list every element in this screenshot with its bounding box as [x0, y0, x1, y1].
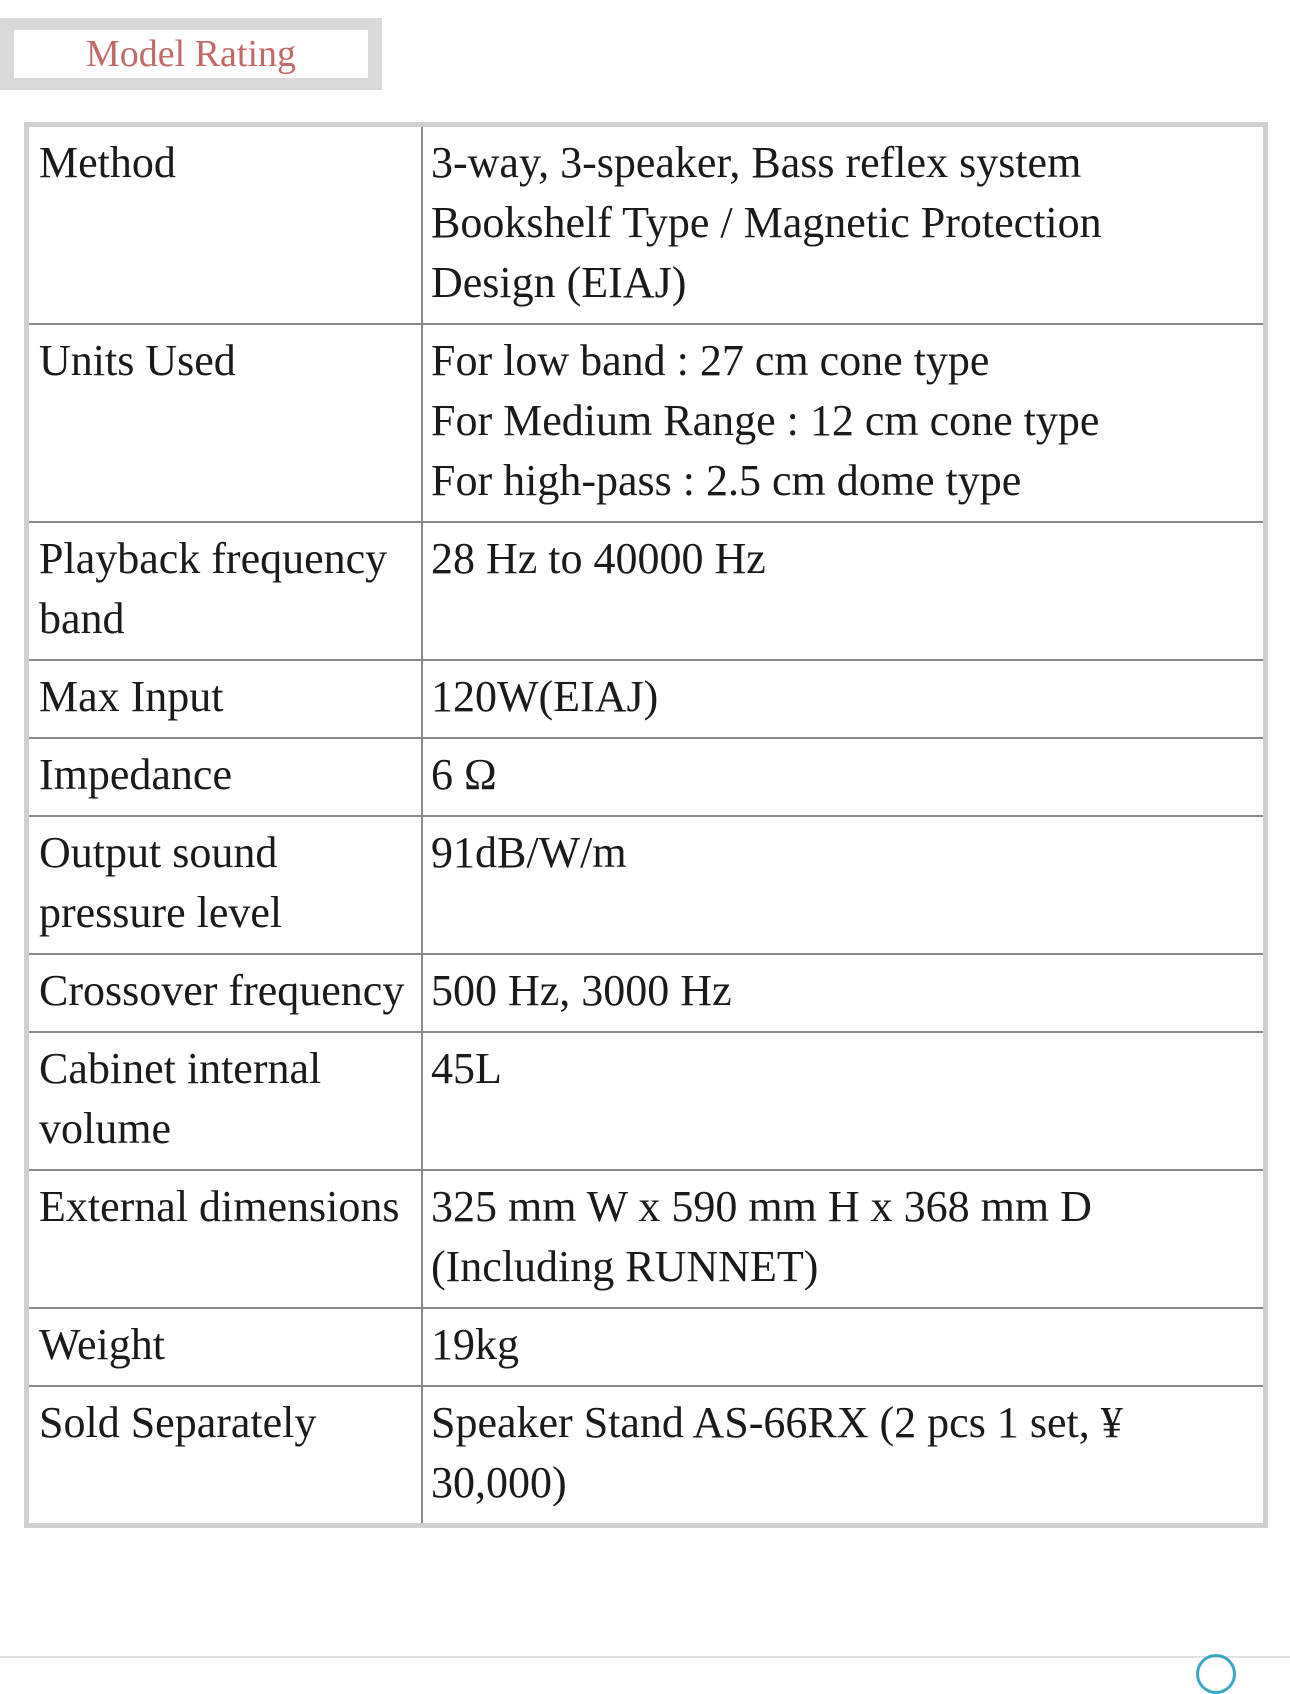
- table-row: [29, 1386, 1263, 1523]
- spec-value: [422, 954, 1263, 1032]
- spec-value: [422, 1308, 1263, 1386]
- spec-label: Max Input: [29, 660, 422, 738]
- spec-table-frame: [24, 122, 1268, 1528]
- spec-value-line: For high-pass : 2.5 cm dome type: [431, 456, 1022, 505]
- table-row: [29, 522, 1263, 660]
- spec-value-line: 30,000): [431, 1458, 567, 1507]
- spec-value: [422, 1032, 1263, 1170]
- table-row: [29, 1032, 1263, 1170]
- table-row: [29, 816, 1263, 954]
- table-row: [29, 1308, 1263, 1386]
- spec-value-line: Bookshelf Type / Magnetic Protection: [431, 198, 1102, 247]
- spec-label: Crossover frequency: [29, 954, 422, 1032]
- spec-label: Sold Separately: [29, 1386, 422, 1523]
- spec-label: Output sound pressure level: [29, 816, 422, 954]
- spec-value-line: 45L: [431, 1044, 502, 1093]
- spec-value-line: For Medium Range : 12 cm cone type: [431, 396, 1100, 445]
- spec-label: External dimensions: [29, 1170, 422, 1308]
- spec-label: Cabinet internal volume: [29, 1032, 422, 1170]
- spec-label: Units Used: [29, 324, 422, 522]
- spec-value-line: 19kg: [431, 1320, 519, 1369]
- spec-value-line: 120W(EIAJ): [431, 672, 659, 721]
- spec-label: Weight: [29, 1308, 422, 1386]
- table-row: [29, 660, 1263, 738]
- table-row: [29, 324, 1263, 522]
- spec-value-line: 500 Hz, 3000 Hz: [431, 966, 732, 1015]
- spec-value-line: 3-way, 3-speaker, Bass reflex system: [431, 138, 1082, 187]
- spec-label: Method: [29, 127, 422, 324]
- spec-label: Playback frequency band: [29, 522, 422, 660]
- spec-value-line: Speaker Stand AS-66RX (2 pcs 1 set, ¥: [431, 1398, 1123, 1447]
- spec-value-line: For low band : 27 cm cone type: [431, 336, 990, 385]
- scroll-to-top-icon[interactable]: [1196, 1654, 1236, 1694]
- spec-value-line: (Including RUNNET): [431, 1242, 819, 1291]
- spec-value: [422, 816, 1263, 954]
- spec-value-line: 325 mm W x 590 mm H x 368 mm D: [431, 1182, 1092, 1231]
- spec-value-line: 6 Ω: [431, 750, 497, 799]
- table-row: [29, 1170, 1263, 1308]
- section-heading: Model Rating: [14, 30, 368, 78]
- spec-value-line: 28 Hz to 40000 Hz: [431, 534, 766, 583]
- spec-value: [422, 324, 1263, 522]
- spec-value: [422, 1170, 1263, 1308]
- table-row: [29, 954, 1263, 1032]
- spec-value: [422, 738, 1263, 816]
- table-row: [29, 127, 1263, 324]
- spec-value: [422, 522, 1263, 660]
- heading-box: [0, 18, 382, 90]
- spec-value-line: 91dB/W/m: [431, 828, 627, 877]
- spec-table: [29, 127, 1263, 1523]
- spec-value: [422, 1386, 1263, 1523]
- spec-value: [422, 660, 1263, 738]
- table-row: [29, 738, 1263, 816]
- spec-label: Impedance: [29, 738, 422, 816]
- spec-value: [422, 127, 1263, 324]
- spec-value-line: Design (EIAJ): [431, 258, 687, 307]
- footer-divider: [0, 1656, 1290, 1658]
